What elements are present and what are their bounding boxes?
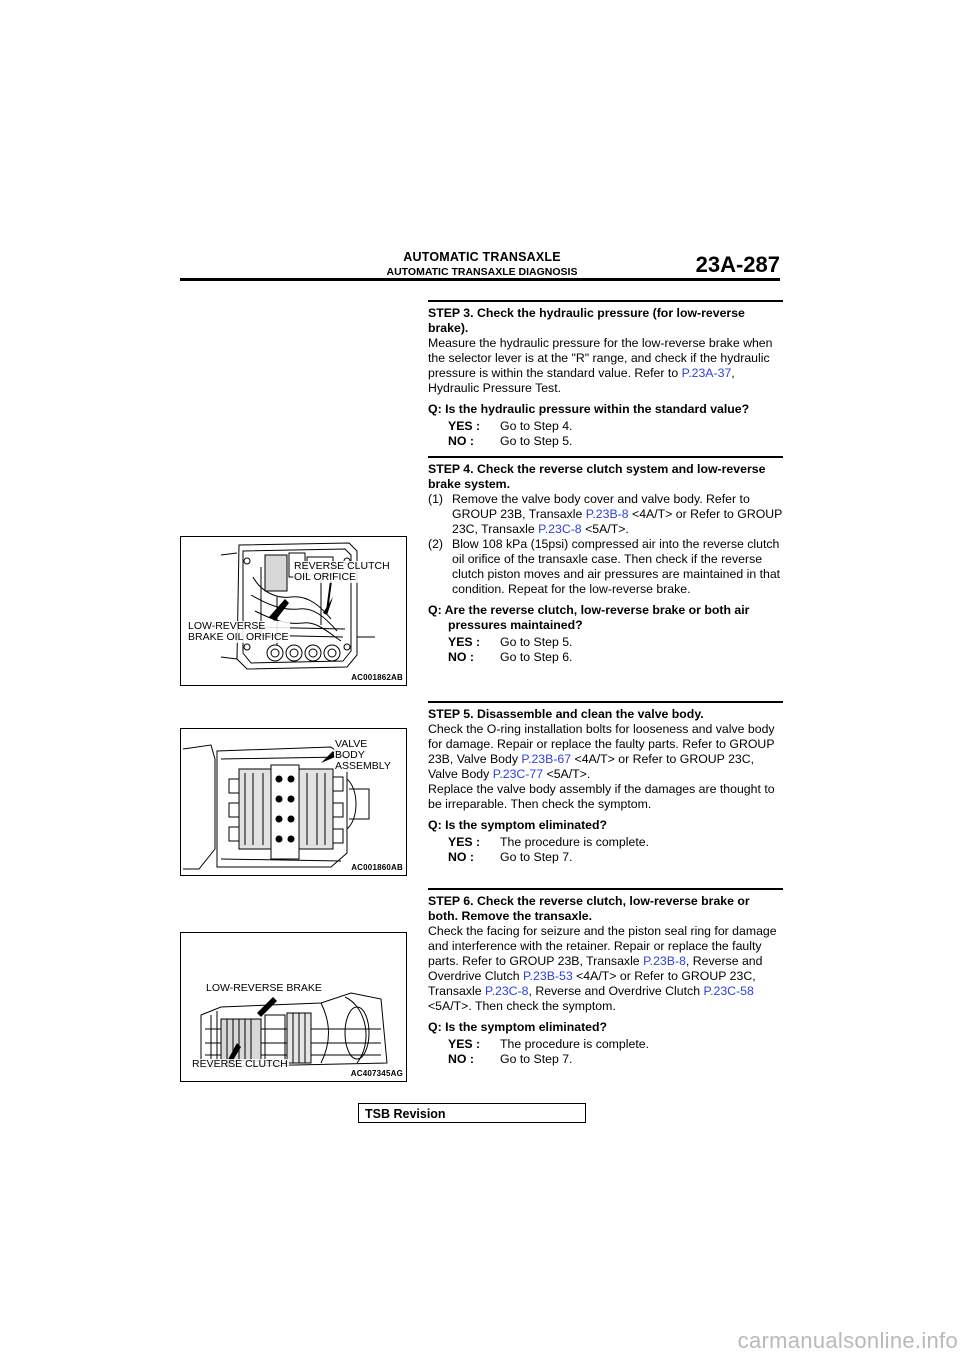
body-text: <4A/T> or Refer to GROUP 23C, Valve Body xyxy=(428,751,755,781)
body-text: <5A/T>. Then check the symptom. xyxy=(428,998,616,1013)
ref-link[interactable]: P.23C-58 xyxy=(703,983,754,998)
answer-yes xyxy=(448,419,783,434)
label-valve-body-assembly: VALVE BODY ASSEMBLY xyxy=(335,738,391,772)
answer-no xyxy=(448,434,783,449)
body-text: Check the facing for seizure and the piston seal ring for damage and interference with the retainer. Repair or replace the faulty parts. Refer to GROUP 23B, Transaxle xyxy=(428,923,777,968)
no-label: NO : xyxy=(448,433,474,448)
step-divider xyxy=(428,701,783,703)
no-text: Go to Step 6. xyxy=(500,649,573,664)
step-body xyxy=(428,336,783,396)
yes-text: The procedure is complete. xyxy=(500,834,650,849)
yes-label: YES : xyxy=(448,834,481,849)
answer-no xyxy=(448,850,783,865)
header-rule xyxy=(180,278,780,281)
ref-link[interactable]: P.23B-8 xyxy=(585,506,629,521)
label-reverse-clutch: REVERSE CLUTCH OIL ORIFICE xyxy=(294,560,390,583)
step-body xyxy=(428,924,783,1014)
body-text: Blow 108 kPa (15psi) compressed air into the reverse clutch oil orifice of the transaxle case. Then check if the reverse clutch piston moves and air pressures are maintained in that condition. Repeat for the low-reverse brake. xyxy=(452,536,781,596)
ref-link[interactable]: P.23B-67 xyxy=(521,751,572,766)
body-text: <5A/T>. xyxy=(581,521,629,536)
step-question: Q: Is the symptom eliminated? xyxy=(428,1019,608,1034)
figure-code: AC001860AB xyxy=(351,863,403,872)
no-label: NO : xyxy=(448,649,474,664)
step-title: STEP 3. Check the hydraulic pressure (for low-reverse brake). xyxy=(428,305,745,335)
body-text: <4A/T> or Refer to GROUP 23C, Transaxle xyxy=(452,506,783,536)
step-divider xyxy=(428,456,783,458)
ref-link[interactable]: P.23C-77 xyxy=(492,766,544,781)
answer-yes xyxy=(448,635,783,650)
step-title: STEP 4. Check the reverse clutch system and low-reverse brake system. xyxy=(428,461,766,491)
answer-yes xyxy=(448,1037,783,1052)
step-3 xyxy=(428,300,783,449)
body-text: <4A/T> or Refer to GROUP 23C, Transaxle xyxy=(428,968,756,998)
step-6 xyxy=(428,888,783,1067)
body-text: Measure the hydraulic pressure for the low-reverse brake when the selector lever is at the "R" range, and check if the hydraulic pressure is within the standard value. Refer to xyxy=(428,335,773,380)
item-number: (1) xyxy=(428,491,444,506)
no-label: NO : xyxy=(448,1051,474,1066)
step-question: Q: Is the hydraulic pressure within the standard value? xyxy=(428,401,750,416)
answer-yes xyxy=(448,835,783,850)
figure-valve-body xyxy=(180,728,407,876)
section-title: AUTOMATIC TRANSAXLE xyxy=(403,250,561,264)
body-text: , Reverse and Overdrive Clutch xyxy=(428,953,763,983)
section-subtitle: AUTOMATIC TRANSAXLE DIAGNOSIS xyxy=(386,266,578,278)
answer-list xyxy=(428,1037,783,1067)
label-reverse-clutch: REVERSE CLUTCH xyxy=(192,1058,288,1070)
answer-list xyxy=(428,419,783,449)
label-low-reverse-brake: LOW-REVERSE BRAKE OIL ORIFICE xyxy=(188,620,289,643)
yes-label: YES : xyxy=(448,634,481,649)
no-text: Go to Step 7. xyxy=(500,849,573,864)
no-label: NO : xyxy=(448,849,474,864)
step-divider xyxy=(428,300,783,302)
tsb-revision-box: TSB Revision xyxy=(358,1103,586,1123)
step-4 xyxy=(428,456,783,665)
item-number: (2) xyxy=(428,536,444,551)
figure-code: AC001862AB xyxy=(351,673,403,682)
page-number: 23A-287 xyxy=(695,252,780,277)
yes-text: Go to Step 5. xyxy=(500,634,573,649)
body-text: , Reverse and Overdrive Clutch xyxy=(528,983,704,998)
no-text: Go to Step 5. xyxy=(500,433,573,448)
ref-link[interactable]: P.23C-8 xyxy=(484,983,529,998)
step-title: STEP 5. Disassemble and clean the valve body. xyxy=(428,706,704,721)
step-item-2 xyxy=(428,537,783,597)
ref-link[interactable]: P.23A-37 xyxy=(681,365,732,380)
step-divider xyxy=(428,888,783,890)
yes-text: The procedure is complete. xyxy=(500,1036,650,1051)
ref-link[interactable]: P.23B-8 xyxy=(643,953,686,968)
step-question: Q: Is the symptom eliminated? xyxy=(428,817,608,832)
no-text: Go to Step 7. xyxy=(500,1051,573,1066)
ref-link[interactable]: P.23C-8 xyxy=(538,521,582,536)
answer-no xyxy=(448,650,783,665)
label-low-reverse-brake: LOW-REVERSE BRAKE xyxy=(206,982,322,994)
body-text: , Hydraulic Pressure Test. xyxy=(428,365,735,395)
body-text: Remove the valve body cover and valve body. Refer to GROUP 23B, Transaxle xyxy=(452,491,750,521)
step-body xyxy=(428,722,783,782)
yes-text: Go to Step 4. xyxy=(500,418,573,433)
yes-label: YES : xyxy=(448,418,481,433)
figure-oil-orifices xyxy=(180,536,407,686)
figure-transaxle-section xyxy=(180,932,407,1082)
step-item-1 xyxy=(428,492,783,537)
step-question: Q: Are the reverse clutch, low-reverse brake or both air pressures maintained? xyxy=(428,602,750,632)
ref-link[interactable]: P.23B-53 xyxy=(523,968,573,983)
figure-code: AC407345AG xyxy=(350,1069,403,1078)
answer-no xyxy=(448,1052,783,1067)
step-body-2: Replace the valve body assembly if the damages are thought to be irreparable. Then check the symptom. xyxy=(428,781,775,811)
answer-list xyxy=(428,835,783,865)
step-5 xyxy=(428,701,783,865)
body-text: Check the O-ring installation bolts for looseness and valve body for damage. Repair or replace the faulty parts. Refer to GROUP 23B, Valve Body xyxy=(428,721,775,766)
body-text: <5A/T>. xyxy=(543,766,591,781)
step-title: STEP 6. Check the reverse clutch, low-reverse brake or both. Remove the transaxle. xyxy=(428,893,750,923)
yes-label: YES : xyxy=(448,1036,481,1051)
watermark: carmanualsonline.info xyxy=(737,1328,958,1353)
answer-list xyxy=(428,635,783,665)
